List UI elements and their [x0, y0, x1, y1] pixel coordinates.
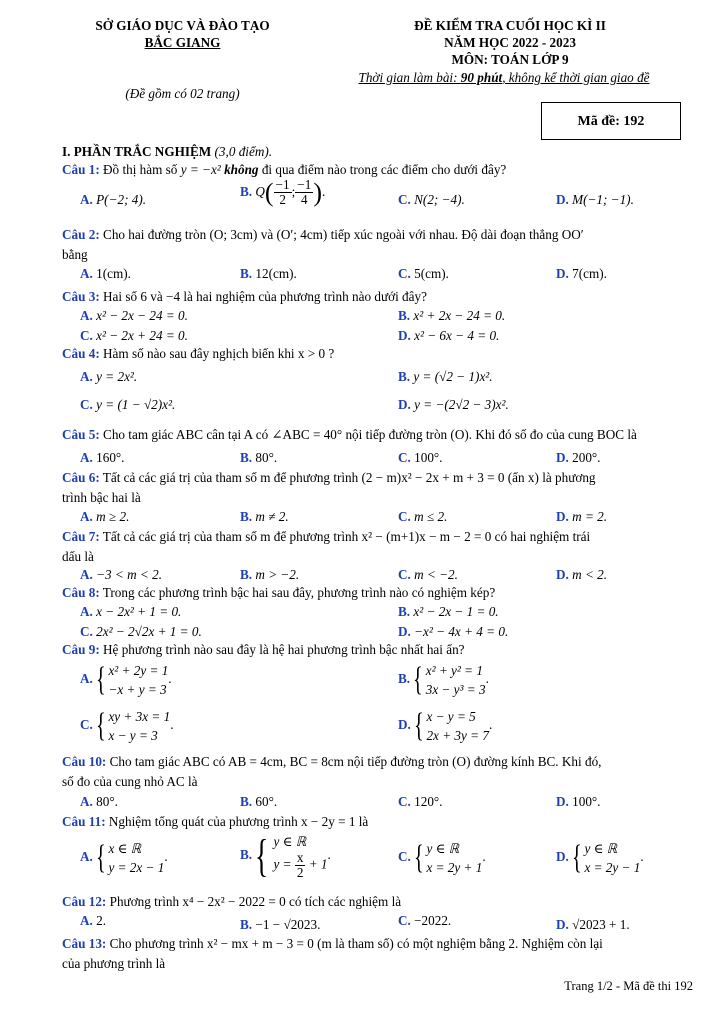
q5-option-d[interactable]: D. 200°.: [556, 450, 601, 465]
q2-option-a[interactable]: A. 1(cm).: [80, 266, 131, 281]
q11-option-a[interactable]: A. { x ∈ ℝ y = 2x − 1 .: [80, 838, 168, 876]
q6-option-c[interactable]: C. m ≤ 2.: [398, 509, 448, 524]
q3-option-a[interactable]: A. x² − 2x − 24 = 0.: [80, 308, 188, 323]
question-13: Câu 13: Cho phương trình x² − mx + m − 3 = 0 (m là tham số) có một nghiệm bằng 2. Nghiệm còn lại: [62, 936, 603, 951]
q2-option-b[interactable]: B. 12(cm).: [240, 266, 297, 281]
question-13-cont: của phương trình là: [62, 956, 166, 971]
question-8: Câu 8: Trong các phương trình bậc hai sau đây, phương trình nào có nghiệm kép?: [62, 585, 496, 600]
q8-option-a[interactable]: A. x − 2x² + 1 = 0.: [80, 604, 182, 619]
page-count-note: (Đề gồm có 02 trang): [125, 86, 240, 101]
question-12: Câu 12: Phương trình x⁴ − 2x² − 2022 = 0 có tích các nghiệm là: [62, 894, 402, 909]
question-4: Câu 4: Hàm số nào sau đây nghịch biến khi x > 0 ?: [62, 346, 335, 361]
q7-option-b[interactable]: B. m > −2.: [240, 567, 300, 582]
q7-option-d[interactable]: D. m < 2.: [556, 567, 608, 582]
question-2-cont: bằng: [62, 247, 88, 262]
q3-option-c[interactable]: C. x² − 2x + 24 = 0.: [80, 328, 188, 343]
subject: MÔN: TOÁN LỚP 9: [451, 52, 569, 67]
q6-option-a[interactable]: A. m ≥ 2.: [80, 509, 130, 524]
q5-option-a[interactable]: A. 160°.: [80, 450, 125, 465]
question-3: Câu 3: Hai số 6 và −4 là hai nghiệm của phương trình nào dưới đây?: [62, 289, 427, 304]
q4-option-a[interactable]: A. y = 2x².: [80, 369, 138, 384]
q10-option-c[interactable]: C. 120°.: [398, 794, 443, 809]
question-2: Câu 2: Cho hai đường tròn (O; 3cm) và (O′; 4cm) tiếp xúc ngoài với nhau. Độ dài đoạn thẳng OO′: [62, 227, 584, 242]
q10-option-b[interactable]: B. 60°.: [240, 794, 278, 809]
q12-option-c[interactable]: C. −2022.: [398, 913, 452, 928]
question-5: Câu 5: Cho tam giác ABC cân tại A có ∠ABC = 40° nội tiếp đường tròn (O). Khi đó số đo của cung BOC là: [62, 427, 637, 442]
q9-option-a[interactable]: A. { x² + 2y = 1 −x + y = 3 .: [80, 660, 172, 698]
q8-option-b[interactable]: B. x² − 2x − 1 = 0.: [398, 604, 499, 619]
q5-option-c[interactable]: C. 100°.: [398, 450, 443, 465]
q10-option-d[interactable]: D. 100°.: [556, 794, 601, 809]
department-name: SỞ GIÁO DỤC VÀ ĐÀO TẠO: [95, 18, 270, 33]
q5-option-b[interactable]: B. 80°.: [240, 450, 278, 465]
q1-option-d[interactable]: D. M(−1; −1).: [556, 192, 634, 207]
school-year: NĂM HỌC 2022 - 2023: [444, 35, 576, 50]
question-6: Câu 6: Tất cả các giá trị của tham số m để phương trình (2 − m)x² − 2x + m + 3 = 0 (ẩn x) là phương: [62, 470, 596, 485]
q4-option-c[interactable]: C. y = (1 − √2)x².: [80, 397, 176, 412]
q1-option-c[interactable]: C. N(2; −4).: [398, 192, 465, 207]
q7-option-c[interactable]: C. m < −2.: [398, 567, 458, 582]
q2-option-c[interactable]: C. 5(cm).: [398, 266, 449, 281]
q7-option-a[interactable]: A. −3 < m < 2.: [80, 567, 163, 582]
time-note: Thời gian làm bài: 90 phút, không kể thời gian giao đề: [358, 70, 650, 85]
q10-option-a[interactable]: A. 80°.: [80, 794, 118, 809]
question-6-cont: trình bậc hai là: [62, 490, 141, 505]
q11-option-c[interactable]: C. { y ∈ ℝ x = 2y + 1 .: [398, 838, 486, 876]
q9-option-c[interactable]: C. { xy + 3x = 1 x − y = 3 .: [80, 706, 174, 744]
q2-option-d[interactable]: D. 7(cm).: [556, 266, 607, 281]
question-7-cont: dấu là: [62, 549, 94, 564]
q8-option-c[interactable]: C. 2x² − 2√2x + 1 = 0.: [80, 624, 202, 639]
q1-option-b[interactable]: B. Q( $\frac{-1}{2}$ ; $\frac{-1}{4}$ ).: [240, 177, 326, 208]
province-name: BẮC GIANG: [144, 35, 221, 50]
question-7: Câu 7: Tất cả các giá trị của tham số m để phương trình x² − (m+1)x − m − 2 = 0 có hai nghiệm trái: [62, 529, 591, 544]
q12-option-a[interactable]: A. 2.: [80, 913, 107, 928]
q9-option-b[interactable]: B. { x² + y² = 1 3x − y³ = 3 .: [398, 660, 489, 698]
exam-title: ĐỀ KIỂM TRA CUỐI HỌC KÌ II: [414, 18, 606, 33]
q3-option-b[interactable]: B. x² + 2x − 24 = 0.: [398, 308, 506, 323]
question-9: Câu 9: Hệ phương trình nào sau đây là hệ hai phương trình bậc nhất hai ẩn?: [62, 642, 465, 657]
question-1: Câu 1: Đồ thị hàm số y = −x² không đi qua điểm nào trong các điểm cho dưới đây?: [62, 162, 507, 177]
q11-option-b[interactable]: B. { y ∈ ℝ y = $\frac{x}{2}$ + 1 .: [240, 829, 331, 881]
page-footer: Trang 1/2 - Mã đề thi 192: [564, 979, 693, 993]
q4-option-d[interactable]: D. y = −(2√2 − 3)x².: [398, 397, 509, 412]
question-10: Câu 10: Cho tam giác ABC có AB = 4cm, BC = 8cm nội tiếp đường tròn (O) đường kính BC. Khi đó,: [62, 754, 602, 769]
q12-option-b[interactable]: B. −1 − √2023.: [240, 917, 321, 932]
question-10-cont: số đo của cung nhỏ AC là: [62, 774, 198, 789]
exam-code-box: Mã đề: 192: [541, 102, 681, 140]
q9-option-d[interactable]: D. { x − y = 5 2x + 3y = 7 .: [398, 706, 493, 744]
q3-option-d[interactable]: D. x² − 6x − 4 = 0.: [398, 328, 500, 343]
q11-option-d[interactable]: D. { y ∈ ℝ x = 2y − 1 .: [556, 838, 644, 876]
section-title: I. PHẦN TRẮC NGHIỆM (3,0 điểm).: [62, 144, 273, 159]
q6-option-d[interactable]: D. m = 2.: [556, 509, 608, 524]
q12-option-d[interactable]: D. √2023 + 1.: [556, 917, 630, 932]
q6-option-b[interactable]: B. m ≠ 2.: [240, 509, 289, 524]
q8-option-d[interactable]: D. −x² − 4x + 4 = 0.: [398, 624, 509, 639]
question-11: Câu 11: Nghiệm tổng quát của phương trình x − 2y = 1 là: [62, 814, 369, 829]
q4-option-b[interactable]: B. y = (√2 − 1)x².: [398, 369, 493, 384]
q1-option-a[interactable]: A. P(−2; 4).: [80, 192, 147, 207]
